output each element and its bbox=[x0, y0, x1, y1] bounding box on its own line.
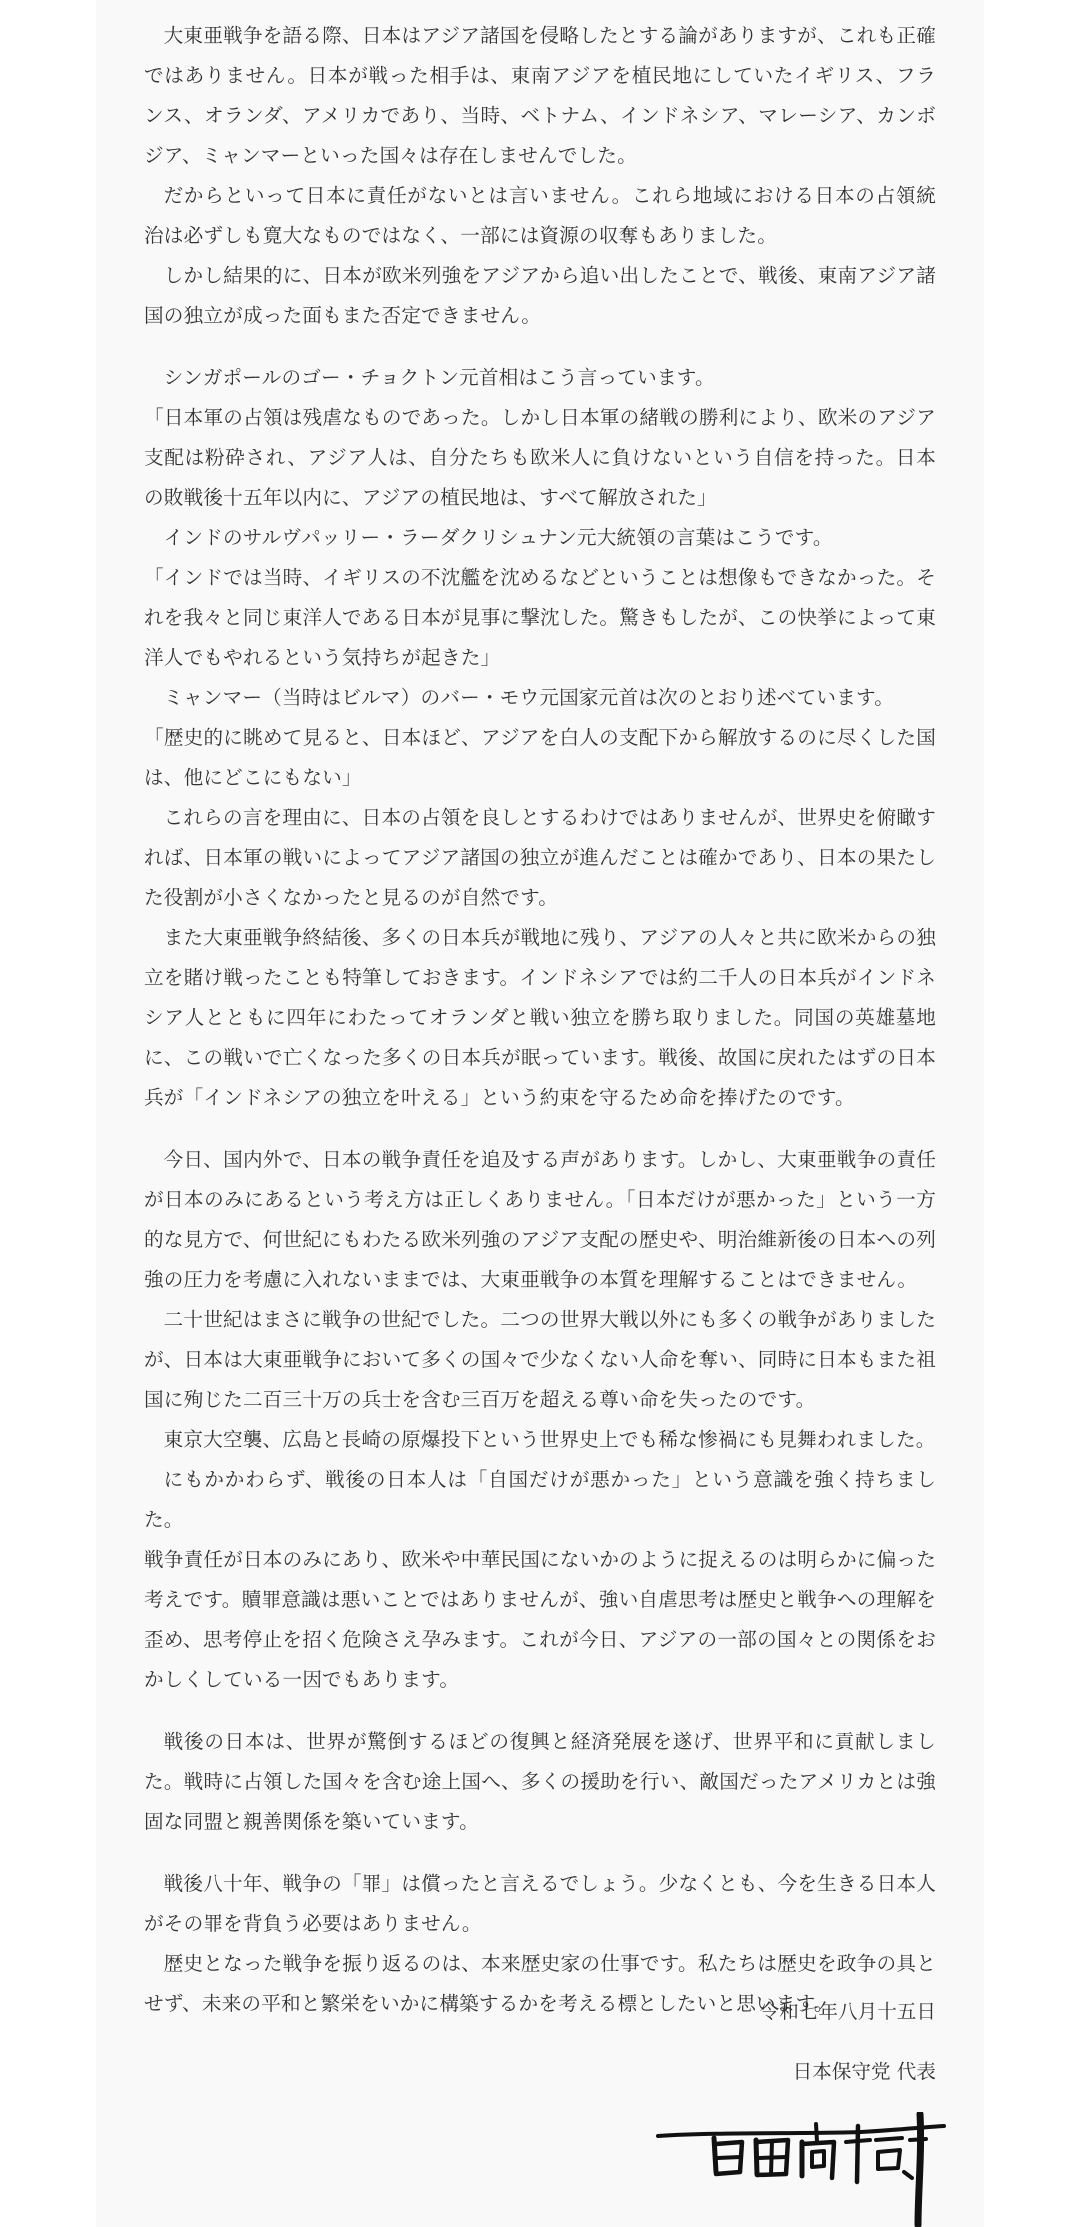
quotation-paragraph: 「インドでは当時、イギリスの不沈艦を沈めるなどということは想像もできなかった。それを我々と同じ東洋人である日本が見事に撃沈した。驚きもしたが、この快挙によって東洋人でもやれるという気持ちが起きた」 bbox=[144, 566, 936, 669]
body-paragraph: インドのサルヴパッリー・ラーダクリシュナン元大統領の言葉はこうです。 bbox=[163, 526, 833, 549]
body-paragraph: 戦後八十年、戦争の「罪」は償ったと言えるでしょう。少なくとも、今を生きる日本人がその罪を背負う必要はありません。 bbox=[144, 1872, 936, 1935]
body-paragraph: にもかかわらず、戦後の日本人は「自国だけが悪かった」という意識を強く持ちました。 bbox=[144, 1468, 936, 1531]
quotation-paragraph: 「歴史的に眺めて見ると、日本ほど、アジアを白人の支配下から解放するのに尽くした国は、他にどこにもない」 bbox=[144, 726, 936, 789]
body-paragraph: しかし結果的に、日本が欧米列強をアジアから追い出したことで、戦後、東南アジア諸国の独立が成った面もまた否定できません。 bbox=[144, 264, 936, 327]
body-paragraph: シンガポールのゴー・チョクトン元首相はこう言っています。 bbox=[163, 366, 715, 389]
section-gap bbox=[144, 336, 936, 358]
statement-body bbox=[144, 16, 936, 2024]
quotation-paragraph: 「日本軍の占領は残虐なものであった。しかし日本軍の緒戦の勝利により、欧米のアジア支配は粉砕され、アジア人は、自分たちも欧米人に負けないという自信を持った。日本の敗戦後十五年以内に、アジアの植民地は、すべて解放された」 bbox=[144, 406, 936, 509]
section-gap bbox=[144, 1118, 936, 1140]
quotation-paragraph: 戦争責任が日本のみにあり、欧米や中華民国にないかのように捉えるのは明らかに偏った考えです。贖罪意識は悪いことではありませんが、強い自虐思考は歴史と戦争への理解を歪め、思考停止を招く危険さえ孕みます。これが今日、アジアの一部の国々との関係をおかしくしている一因でもあります。 bbox=[144, 1548, 936, 1691]
body-paragraph: ミャンマー（当時はビルマ）のバー・モウ元国家元首は次のとおり述べています。 bbox=[163, 686, 895, 709]
statement-date: 令和七年八月十五日 bbox=[759, 2000, 936, 2023]
section-gap bbox=[144, 1842, 936, 1864]
signature-icon bbox=[656, 2112, 946, 2227]
body-paragraph: だからといって日本に責任がないとは言いません。これら地域における日本の占領統治は必ずしも寛大なものではなく、一部には資源の収奪もありました。 bbox=[144, 184, 936, 247]
body-paragraph: 今日、国内外で、日本の戦争責任を追及する声があります。しかし、大東亜戦争の責任が日本のみにあるという考え方は正しくありません。「日本だけが悪かった」という一方的な見方で、何世紀にもわたる欧米列強のアジア支配の歴史や、明治維新後の日本への列強の圧力を考慮に入れないままでは、大東亜戦争の本質を理解することはできません。 bbox=[144, 1148, 936, 1291]
section-gap bbox=[144, 1700, 936, 1722]
statement-author: 日本保守党 代表 bbox=[792, 2060, 936, 2083]
body-paragraph: また大東亜戦争終結後、多くの日本兵が戦地に残り、アジアの人々と共に欧米からの独立を賭け戦ったことも特筆しておきます。インドネシアでは約二千人の日本兵がインドネシア人とともに四年にわたってオランダと戦い独立を勝ち取りました。同国の英雄墓地に、この戦いで亡くなった多くの日本兵が眠っています。戦後、故国に戻れたはずの日本兵が「インドネシアの独立を叶える」という約束を守るため命を捧げたのです。 bbox=[144, 926, 936, 1109]
document-page bbox=[96, 0, 984, 2227]
body-paragraph: 戦後の日本は、世界が驚倒するほどの復興と経済発展を遂げ、世界平和に貢献しました。戦時に占領した国々を含む途上国へ、多くの援助を行い、敵国だったアメリカとは強固な同盟と親善関係を築いています。 bbox=[144, 1730, 936, 1833]
body-paragraph: 東京大空襲、広島と長崎の原爆投下という世界史上でも稀な惨禍にも見舞われました。 bbox=[163, 1428, 936, 1451]
body-paragraph: 歴史となった戦争を振り返るのは、本来歴史家の仕事です。私たちは歴史を政争の具とせず、未来の平和と繁栄をいかに構築するかを考える標としたいと思います。 bbox=[144, 1952, 936, 2015]
body-paragraph: 大東亜戦争を語る際、日本はアジア諸国を侵略したとする論がありますが、これも正確ではありません。日本が戦った相手は、東南アジアを植民地にしていたイギリス、フランス、オランダ、アメリカであり、当時、ベトナム、インドネシア、マレーシア、カンボジア、ミャンマーといった国々は存在しませんでした。 bbox=[144, 24, 936, 167]
body-paragraph: これらの言を理由に、日本の占領を良しとするわけではありませんが、世界史を俯瞰すれば、日本軍の戦いによってアジア諸国の独立が進んだことは確かであり、日本の果たした役割が小さくなかったと見るのが自然です。 bbox=[144, 806, 936, 909]
body-paragraph: 二十世紀はまさに戦争の世紀でした。二つの世界大戦以外にも多くの戦争がありましたが、日本は大東亜戦争において多くの国々で少なくない人命を奪い、同時に日本もまた祖国に殉じた二百三十万の兵士を含む三百万を超える尊い命を失ったのです。 bbox=[144, 1308, 936, 1411]
